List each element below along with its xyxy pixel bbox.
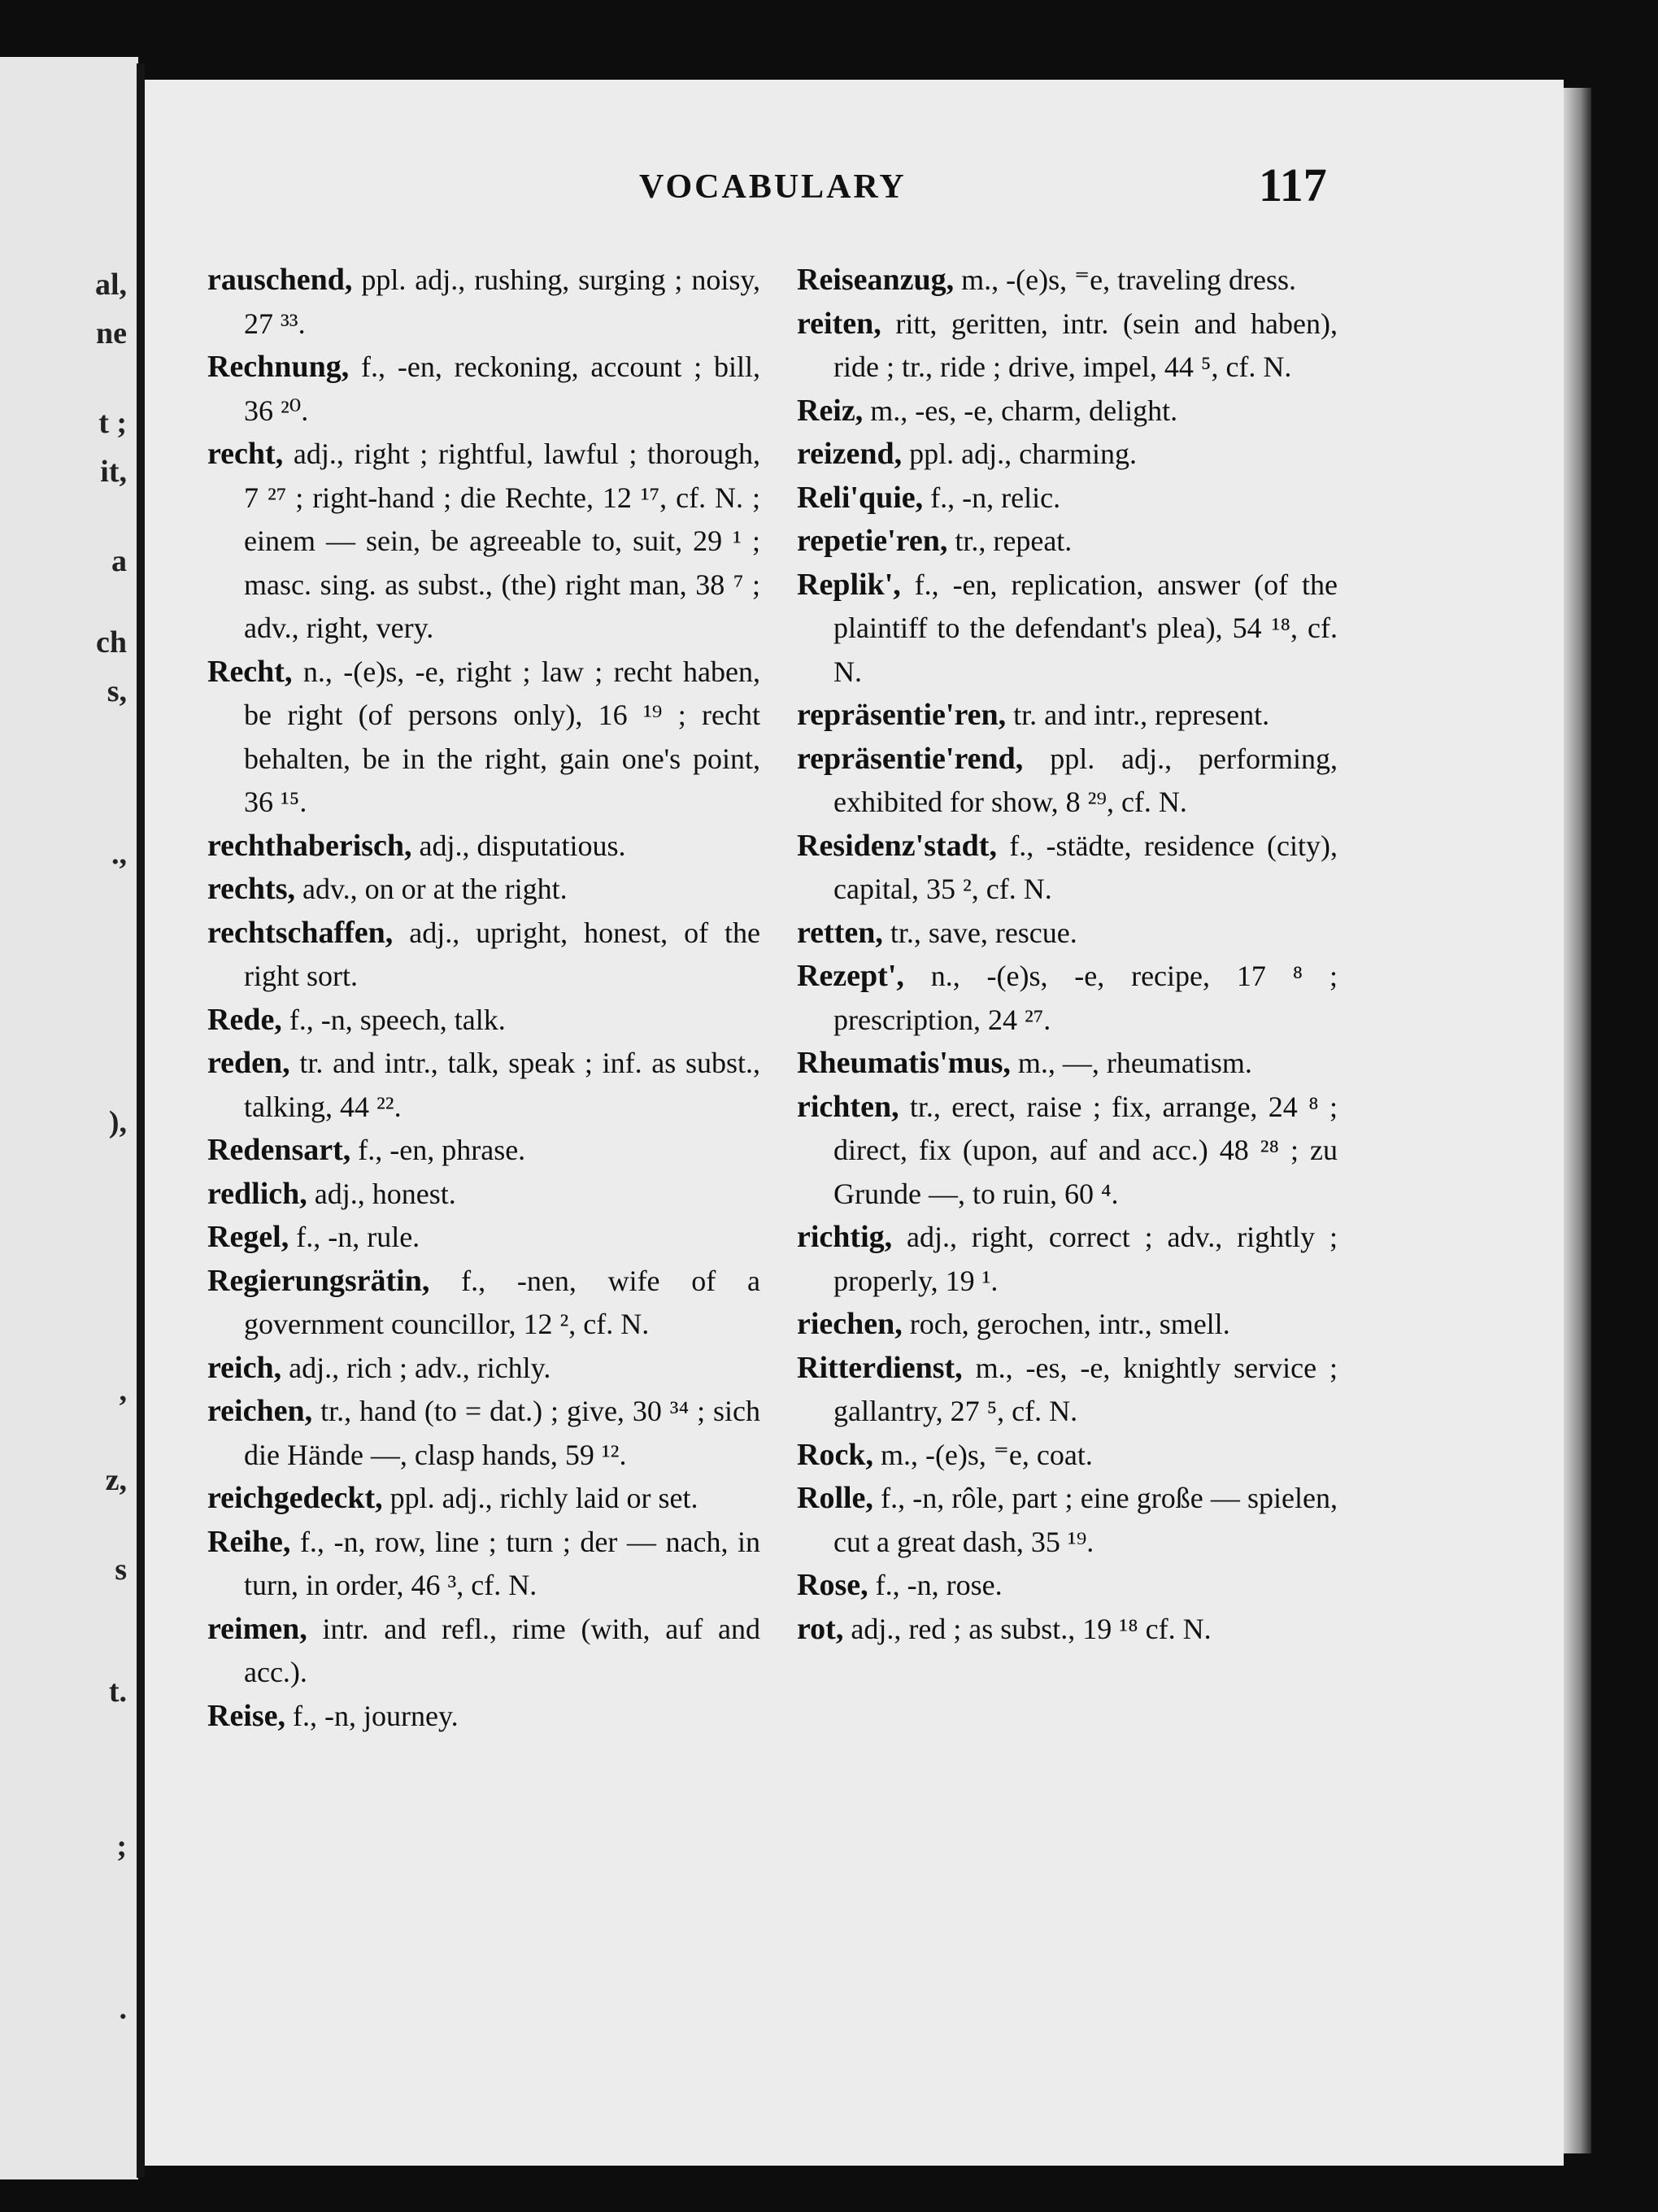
left-column bbox=[207, 259, 760, 1738]
headword: retten, bbox=[797, 915, 883, 950]
vocabulary-entry bbox=[207, 1173, 760, 1217]
vocabulary-entry bbox=[797, 1608, 1338, 1652]
vocabulary-entry bbox=[207, 1260, 760, 1347]
right-column bbox=[797, 259, 1338, 1651]
headword: reimen, bbox=[207, 1611, 307, 1646]
page-number: 117 bbox=[1259, 159, 1327, 211]
definition: roch, gerochen, intr., smell. bbox=[909, 1308, 1230, 1340]
definition: adj., right ; rightful, lawful ; thorough, 7 ²⁷ ; right-hand ; die Rechte, 12 ¹⁷, cf. N. ; einem — sein, be agreeable to, suit, 29 ¹ ; masc. sing. as subst., (the) right man, 38 ⁷ ; adv., right, very. bbox=[244, 438, 761, 644]
definition: f., -en, replication, answer (of the plaintiff to the defendant's plea), 54 ¹⁸, cf. N. bbox=[833, 568, 1338, 688]
headword: Replik', bbox=[797, 567, 901, 602]
headword: richten, bbox=[797, 1089, 899, 1124]
vocabulary-entry bbox=[207, 1521, 760, 1608]
vocabulary-entry bbox=[797, 955, 1338, 1042]
definition: adj., rich ; adv., richly. bbox=[289, 1351, 551, 1384]
vocabulary-entry bbox=[797, 1042, 1338, 1086]
definition: f., -en, phrase. bbox=[358, 1134, 526, 1166]
definition: m., -(e)s, ⁼e, traveling dress. bbox=[961, 263, 1297, 296]
definition: m., —, rheumatism. bbox=[1017, 1047, 1252, 1079]
fragment-text: , bbox=[119, 1374, 127, 1408]
vocabulary-entry bbox=[797, 1477, 1338, 1564]
headword: rechts, bbox=[207, 872, 295, 906]
headword: reden, bbox=[207, 1046, 290, 1080]
vocabulary-entry bbox=[797, 390, 1338, 433]
headword: Rock, bbox=[797, 1437, 873, 1472]
definition: ppl. adj., performing, exhibited for show, 8 ²⁹, cf. N. bbox=[833, 742, 1338, 818]
definition: f., -en, reckoning, account ; bill, 36 ²⁰. bbox=[244, 351, 760, 427]
vocabulary-entry bbox=[207, 433, 760, 651]
definition: adj., honest. bbox=[314, 1177, 456, 1210]
headword: Rose, bbox=[797, 1568, 868, 1602]
fragment-text: ne bbox=[96, 316, 127, 351]
definition: f., -n, relic. bbox=[930, 481, 1061, 514]
definition: f., -nen, wife of a government councillor, 12 ², cf. N. bbox=[244, 1264, 761, 1340]
fragment-text: ch bbox=[96, 625, 127, 660]
definition: n., -(e)s, -e, right ; law ; recht haben, be right (of persons only), 16 ¹⁹ ; recht behalten, be in the right, gain one's point, 36 ¹⁵. bbox=[244, 655, 760, 818]
headword: reichen, bbox=[207, 1394, 313, 1428]
definition: n., -(e)s, -e, recipe, 17 ⁸ ; prescription, 24 ²⁷. bbox=[833, 960, 1338, 1036]
definition: adv., on or at the right. bbox=[302, 873, 568, 905]
headword: repetie'ren, bbox=[797, 524, 948, 558]
fragment-text: ., bbox=[111, 837, 127, 871]
definition: ritt, geritten, intr. (sein and haben), ride ; tr., ride ; drive, impel, 44 ⁵, cf. N. bbox=[833, 307, 1338, 383]
definition: ppl. adj., rushing, surging ; noisy, 27 ³³. bbox=[244, 263, 761, 340]
vocabulary-entry bbox=[797, 564, 1338, 695]
vocabulary-entry bbox=[207, 868, 760, 912]
fragment-text: z, bbox=[105, 1463, 127, 1497]
definition: m., -es, -e, knightly service ; gallantry, 27 ⁵, cf. N. bbox=[833, 1351, 1338, 1427]
headword: Rechnung, bbox=[207, 350, 350, 384]
vocabulary-entry bbox=[207, 1390, 760, 1477]
headword: Regierungsrätin, bbox=[207, 1263, 430, 1298]
vocabulary-entry bbox=[797, 1216, 1338, 1303]
vocabulary-entry bbox=[797, 738, 1338, 825]
headword: repräsentie'ren, bbox=[797, 698, 1007, 732]
definition: f., -n, rule. bbox=[296, 1221, 420, 1253]
fragment-text: ; bbox=[116, 1829, 127, 1863]
definition: ppl. adj., charming. bbox=[909, 438, 1138, 470]
headword: Rede, bbox=[207, 1002, 282, 1037]
headword: Rolle, bbox=[797, 1481, 873, 1515]
vocabulary-entry bbox=[207, 825, 760, 869]
definition: f., -n, row, line ; turn ; der — nach, in turn, in order, 46 ³, cf. N. bbox=[244, 1525, 761, 1601]
definition: m., -(e)s, ⁼e, coat. bbox=[880, 1438, 1093, 1471]
headword: reiten, bbox=[797, 306, 881, 341]
vocabulary-entry bbox=[207, 1042, 760, 1129]
definition: adj., red ; as subst., 19 ¹⁸ cf. N. bbox=[851, 1612, 1212, 1645]
definition: f., -n, journey. bbox=[293, 1699, 459, 1732]
running-head: VOCABULARY bbox=[639, 168, 907, 206]
headword: reich, bbox=[207, 1350, 282, 1385]
vocabulary-entry bbox=[207, 999, 760, 1043]
definition: f., -städte, residence (city), capital, 35 ², cf. N. bbox=[833, 829, 1338, 905]
vocabulary-entry bbox=[207, 1129, 760, 1173]
vocabulary-entry bbox=[207, 1347, 760, 1391]
definition: adj., disputatious. bbox=[419, 829, 626, 862]
vocabulary-entry bbox=[797, 694, 1338, 738]
definition: tr., save, rescue. bbox=[890, 916, 1077, 949]
definition: m., -es, -e, charm, delight. bbox=[870, 394, 1178, 427]
vocabulary-entry bbox=[797, 1303, 1338, 1347]
definition: intr. and refl., rime (with, auf and acc.). bbox=[244, 1612, 761, 1688]
fragment-text: s, bbox=[107, 674, 127, 708]
definition: tr. and intr., talk, speak ; inf. as subst., talking, 44 ²². bbox=[244, 1047, 760, 1123]
definition: f., -n, speech, talk. bbox=[289, 1003, 506, 1036]
headword: Reise, bbox=[207, 1698, 286, 1733]
headword: rechthaberisch, bbox=[207, 828, 412, 863]
headword: Reiz, bbox=[797, 393, 864, 428]
headword: Rezept', bbox=[797, 959, 904, 993]
vocabulary-entry bbox=[797, 303, 1338, 390]
fragment-text: s bbox=[115, 1552, 127, 1587]
definition: tr., repeat. bbox=[955, 525, 1073, 557]
page-header bbox=[145, 159, 1564, 228]
vocabulary-entry bbox=[797, 912, 1338, 956]
vocabulary-entry bbox=[207, 651, 760, 825]
headword: riechen, bbox=[797, 1307, 903, 1341]
headword: Reihe, bbox=[207, 1524, 291, 1559]
fragment-text: a bbox=[111, 544, 127, 578]
definition: ppl. adj., richly laid or set. bbox=[389, 1482, 698, 1514]
vocabulary-entry bbox=[797, 1564, 1338, 1608]
fragment-text: it, bbox=[100, 455, 127, 489]
definition: adj., right, correct ; adv., rightly ; properly, 19 ¹. bbox=[833, 1221, 1338, 1297]
headword: reichgedeckt, bbox=[207, 1481, 383, 1515]
definition: tr., erect, raise ; fix, arrange, 24 ⁸ ; direct, fix (upon, auf and acc.) 48 ²⁸ ; zu Grunde —, to ruin, 60 ⁴. bbox=[833, 1090, 1338, 1210]
vocabulary-entry bbox=[797, 433, 1338, 477]
headword: rechtschaffen, bbox=[207, 915, 394, 950]
vocabulary-entry bbox=[207, 1216, 760, 1260]
vocabulary-entry bbox=[797, 1086, 1338, 1217]
previous-page-fragment bbox=[0, 57, 138, 2179]
vocabulary-entry bbox=[797, 1347, 1338, 1434]
vocabulary-entry bbox=[797, 477, 1338, 520]
vocabulary-entry bbox=[207, 1477, 760, 1521]
fragment-text: t ; bbox=[98, 406, 127, 440]
headword: Recht, bbox=[207, 654, 293, 689]
vocabulary-entry bbox=[797, 1434, 1338, 1478]
headword: rauschend, bbox=[207, 263, 353, 297]
fragment-text: ), bbox=[108, 1105, 127, 1139]
headword: Residenz'stadt, bbox=[797, 828, 997, 863]
vocabulary-entry bbox=[797, 259, 1338, 303]
definition: tr., hand (to = dat.) ; give, 30 ³⁴ ; sich die Hände —, clasp hands, 59 ¹². bbox=[244, 1395, 761, 1471]
headword: Rheumatis'mus, bbox=[797, 1046, 1011, 1080]
definition: tr. and intr., represent. bbox=[1013, 699, 1270, 731]
book-spine bbox=[137, 63, 145, 2178]
headword: rot, bbox=[797, 1611, 844, 1646]
definition: f., -n, rose. bbox=[875, 1569, 1003, 1601]
headword: redlich, bbox=[207, 1176, 307, 1211]
vocabulary-entry bbox=[207, 912, 760, 999]
fragment-text: t. bbox=[108, 1674, 127, 1709]
headword: recht, bbox=[207, 437, 284, 471]
definition: adj., upright, honest, of the right sort. bbox=[244, 916, 760, 992]
headword: Redensart, bbox=[207, 1133, 351, 1167]
fragment-text: al, bbox=[94, 268, 127, 302]
vocabulary-entry bbox=[207, 1608, 760, 1695]
headword: Reiseanzug, bbox=[797, 263, 955, 297]
vocabulary-entry bbox=[207, 1695, 760, 1739]
vocabulary-entry bbox=[797, 825, 1338, 912]
definition: f., -n, rôle, part ; eine große — spielen, cut a great dash, 35 ¹⁹. bbox=[833, 1482, 1338, 1558]
headword: repräsentie'rend, bbox=[797, 741, 1024, 776]
headword: Regel, bbox=[207, 1220, 289, 1254]
headword: reizend, bbox=[797, 437, 903, 471]
headword: richtig, bbox=[797, 1220, 893, 1254]
vocabulary-entry bbox=[207, 259, 760, 346]
vocabulary-entry bbox=[797, 520, 1338, 564]
vocabulary-entry bbox=[207, 346, 760, 433]
headword: Reli'quie, bbox=[797, 480, 924, 515]
page-edge bbox=[1564, 88, 1591, 2153]
headword: Ritterdienst, bbox=[797, 1350, 963, 1385]
fragment-text: . bbox=[119, 1992, 127, 2026]
